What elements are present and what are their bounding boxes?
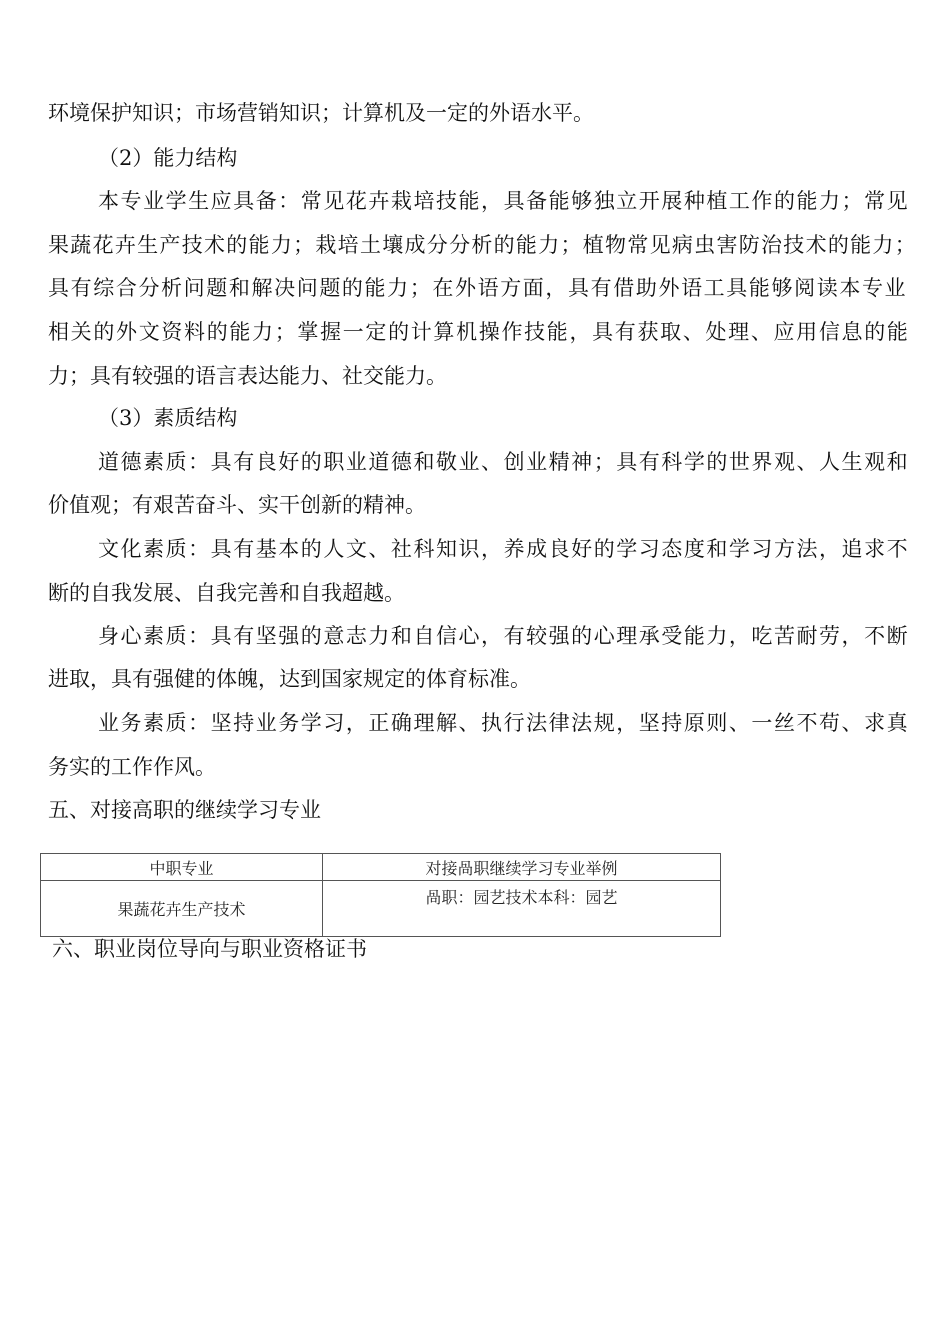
paragraph-line: 果 蔬 花 卉 生 产 技 术 的 能 力 ； 栽 培 土 壤 成 分 分 析 的 能 力 ； 植 物 常 见 病 虫 害 防 治 技 术 的 能 力 ；: [48, 233, 916, 257]
paragraph-line: 力；具有较强的语言表达能力、社交能力。: [48, 364, 447, 388]
table-row: [41, 881, 721, 937]
paragraph-line: 相 关 的 外 文 资 料 的 能 力 ； 掌 握 一 定 的 计 算 机 操 作 技 能 ， 具 有 获 取 、 处 理 、 应 用 信 息 的 能: [48, 320, 908, 344]
paragraph-line: 身 心 素 质 ： 具 有 坚 强 的 意 志 力 和 自 信 心 ， 有 较 强 的 心 理 承 受 能 力 ， 吃 苦 耐 劳 ， 不 断: [98, 624, 908, 648]
table-cell: 果蔬花卉生产技术: [41, 881, 323, 937]
paragraph-line: 价值观；有艰苦奋斗、实干创新的精神。: [48, 493, 426, 517]
paragraph-line: 具 有 综 合 分 析 问 题 和 解 决 问 题 的 能 力 ； 在 外 语 方 面 ， 具 有 借 助 外 语 工 具 能 够 阅 读 本 专 业: [48, 276, 906, 300]
paragraph-line: 断的自我发展、自我完善和自我超越。: [48, 581, 405, 605]
section-heading-five: 五、对接高职的继续学习专业: [48, 798, 321, 822]
section-heading-six: 六、职业岗位导向与职业资格证书: [52, 937, 367, 961]
paragraph-line: 务实的工作作风。: [48, 755, 216, 779]
paragraph-line: 文 化 素 质 ： 具 有 基 本 的 人 文 、 社 科 知 识 ， 养 成 良 好 的 学 习 态 度 和 学 习 方 法 ， 追 求 不: [98, 537, 908, 561]
subheading-quality-structure: （3）素质结构: [98, 406, 238, 430]
table-header-cell: 对接咼职继续学习专业举例: [323, 854, 721, 881]
paragraph-line: 进取，具有强健的体魄，达到国家规定的体育标准。: [48, 667, 531, 691]
paragraph-line: 环境保护知识；市场营销知识；计算机及一定的外语水平。: [48, 101, 594, 125]
table-cell: 咼职：园艺技术本科：园艺: [323, 881, 721, 937]
table-header-row: [41, 854, 721, 881]
paragraph-line: 道 德 素 质 ： 具 有 良 好 的 职 业 道 德 和 敬 业 、 创 业 精 神 ； 具 有 科 学 的 世 界 观 、 人 生 观 和: [98, 450, 908, 474]
paragraph-line: 业 务 素 质 ： 坚 持 业 务 学 习 ， 正 确 理 解 、 执 行 法 律 法 规 ， 坚 持 原 则 、 一 丝 不 苟 、 求 真: [98, 711, 908, 735]
table-header-cell: 中职专业: [41, 854, 323, 881]
subheading-ability-structure: （2）能力结构: [98, 146, 238, 170]
paragraph-line: 本 专 业 学 生 应 具 备 ： 常 见 花 卉 栽 培 技 能 ， 具 备 能 够 独 立 开 展 种 植 工 作 的 能 力 ； 常 见: [98, 189, 908, 213]
continuing-study-table: [40, 853, 721, 937]
